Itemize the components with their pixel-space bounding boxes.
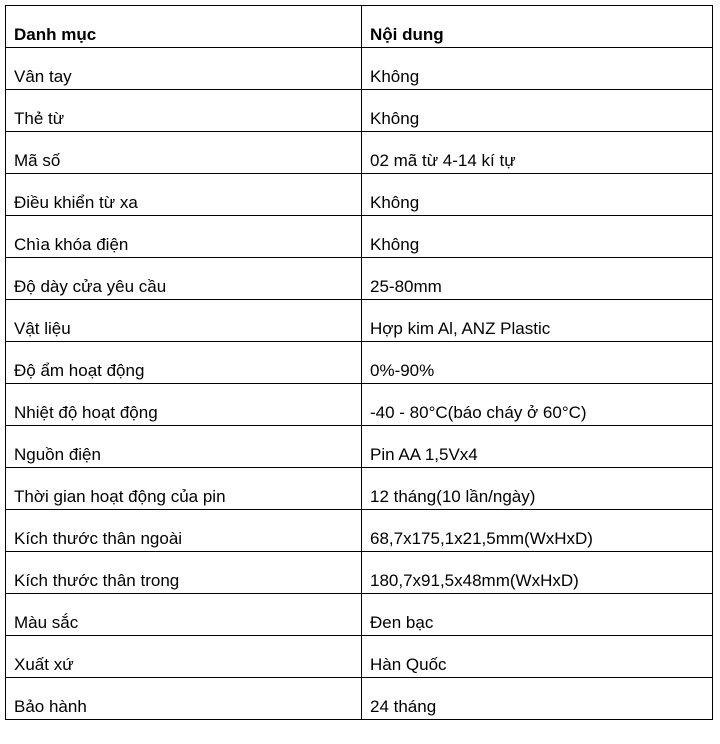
row-content-cell: 180,7x91,5x48mm(WxHxD) [362,552,713,594]
row-category-cell: Xuất xứ [6,636,362,678]
row-content-cell: Không [362,90,713,132]
row-content-cell: Pin AA 1,5Vx4 [362,426,713,468]
table-row [6,468,713,510]
row-content-cell: Đen bạc [362,594,713,636]
row-category-cell: Độ dày cửa yêu cầu [6,258,362,300]
row-category-cell: Vật liệu [6,300,362,342]
table-row [6,48,713,90]
row-category-cell: Màu sắc [6,594,362,636]
spec-table [5,5,713,720]
row-category-cell: Vân tay [6,48,362,90]
row-category-cell: Điều khiển từ xa [6,174,362,216]
column-header-category: Danh mục [6,6,362,48]
row-content-cell: 24 tháng [362,678,713,720]
table-row [6,90,713,132]
row-content-cell: Không [362,48,713,90]
table-row [6,132,713,174]
row-category-cell: Kích thước thân ngoài [6,510,362,552]
table-row [6,552,713,594]
table-row [6,258,713,300]
table-row [6,678,713,720]
row-category-cell: Nguồn điện [6,426,362,468]
row-content-cell: 68,7x175,1x21,5mm(WxHxD) [362,510,713,552]
table-row [6,300,713,342]
row-category-cell: Độ ẩm hoạt động [6,342,362,384]
row-content-cell: -40 - 80°C(báo cháy ở 60°C) [362,384,713,426]
row-category-cell: Kích thước thân trong [6,552,362,594]
table-row [6,636,713,678]
table-row [6,342,713,384]
row-category-cell: Thời gian hoạt động của pin [6,468,362,510]
table-row [6,510,713,552]
row-content-cell: Không [362,216,713,258]
table-row [6,384,713,426]
row-content-cell: 0%-90% [362,342,713,384]
table-row [6,174,713,216]
row-content-cell: Hàn Quốc [362,636,713,678]
row-content-cell: Hợp kim Al, ANZ Plastic [362,300,713,342]
row-category-cell: Thẻ từ [6,90,362,132]
table-header-row [6,6,713,48]
row-category-cell: Chìa khóa điện [6,216,362,258]
row-category-cell: Nhiệt độ hoạt động [6,384,362,426]
table-row [6,216,713,258]
row-content-cell: 25-80mm [362,258,713,300]
table-row [6,426,713,468]
row-category-cell: Mã số [6,132,362,174]
row-category-cell: Bảo hành [6,678,362,720]
row-content-cell: 02 mã từ 4-14 kí tự [362,132,713,174]
row-content-cell: Không [362,174,713,216]
column-header-content: Nội dung [362,6,713,48]
table-row [6,594,713,636]
row-content-cell: 12 tháng(10 lần/ngày) [362,468,713,510]
